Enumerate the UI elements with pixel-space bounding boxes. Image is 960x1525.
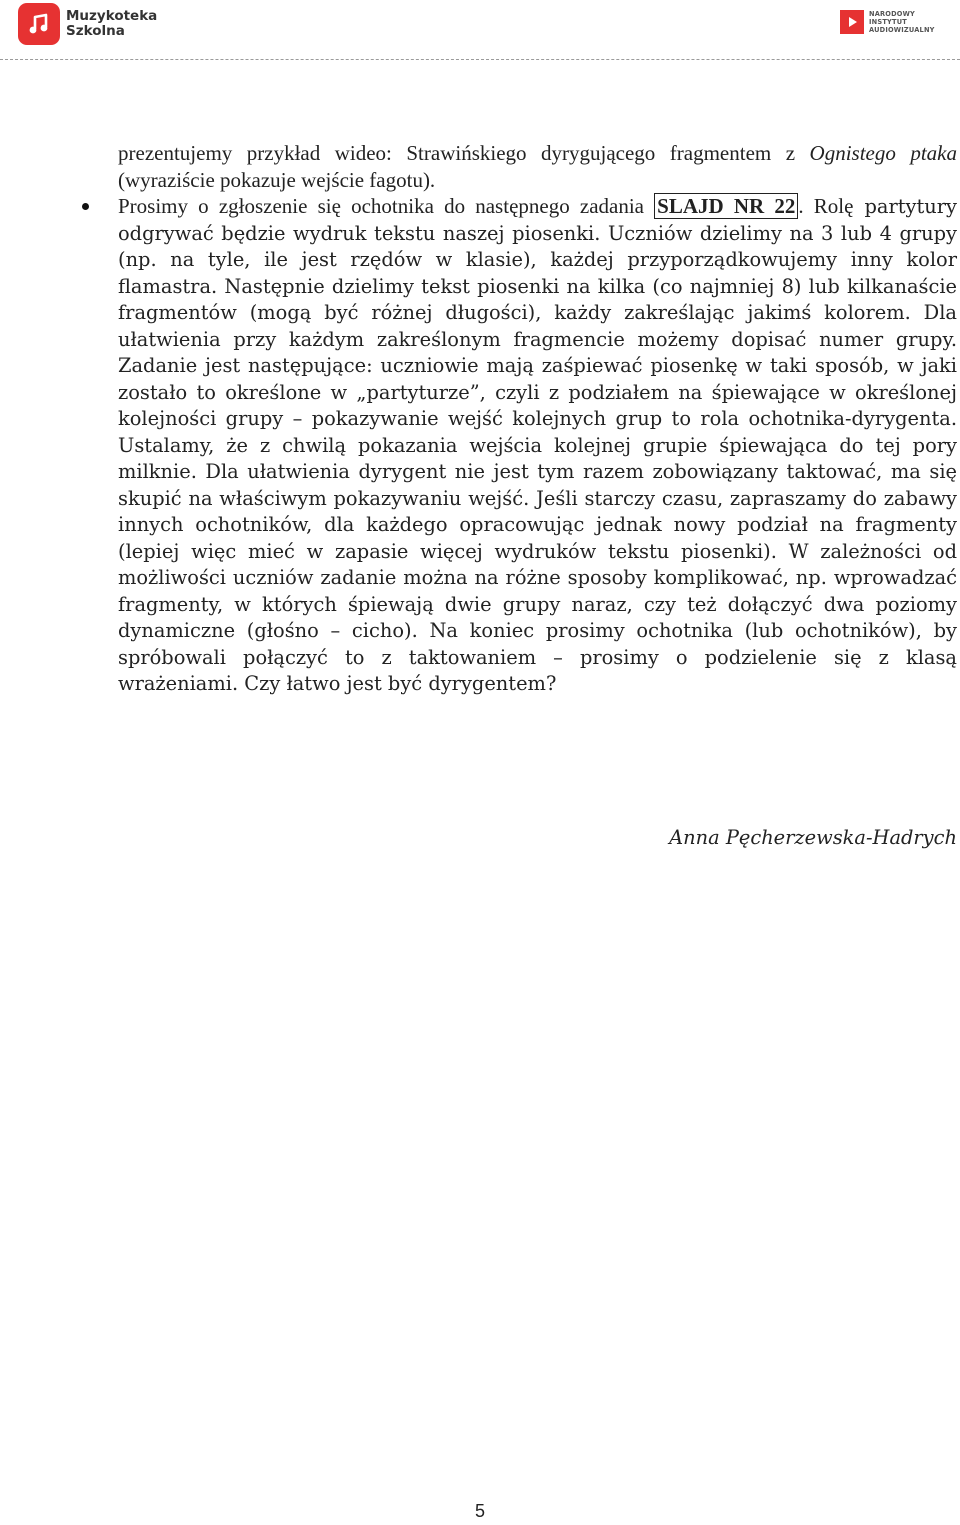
slide-label: SLAJD NR 22 xyxy=(654,193,798,219)
intro-text-1: prezentujemy przykład wideo: Strawińskiego dyrygującego fragmentem z xyxy=(118,141,810,165)
bullet-text-3: partytury odgrywać będzie wydruk tekstu naszej piosenki. Uczniów dzielimy na 3 lub 4 grupy (np. na tyle, ile jest rzędów w klasie), każdej przyporządkowujemy inny kolor flamastra. Następnie dzielimy tekst piosenki na kilka (co najmniej 8) lub kilkanaście fragmentów (mogą być różnej długości), każdy zakreślając jakimś kolorem. Dla ułatwienia przy każdym zakreślonym fragmencie możemy dopisać numer grupy. Zadanie jest następujące: uczniowie mają zaśpiewać piosenkę w taki sposób, w jaki zostało to określone w „partyturze”, czyli z podziałem na śpiewające w określonej kolejności grupy – pokazywanie wejść kolejnych grup to rola ochotnika-dyrygenta. Ustalamy, że z chwilą pokazania wejścia kolejnej grupie śpiewająca do tej pory milknie. Dla ułatwienia dyrygent nie jest tym razem zobowiązany taktować, ma się skupić na właściwym pokazywaniu wejść. Jeśli starczy czasu, zapraszamy do zabawy innych ochotników, dla każdego opracowując jednak nowy podział na fragmenty (lepiej więc mieć w zapasie więcej wydruków tekstu piosenki). W zależności od możliwości uczniów zadanie można na różne sposoby komplikować, np. wprowadzać fragmenty, w których śpiewają dwie grupy naraz, czy też dołączyć dwa poziomy dynamiczne (głośno – cicho). Na koniec prosimy ochotnika (lub ochotników), by spróbowali połączyć to z taktowaniem – prosimy o podzielenie się z klasą wrażeniami. Czy łatwo jest być dyrygentem? xyxy=(118,195,957,695)
nina-line-2: INSTYTUT xyxy=(869,18,907,26)
bullet-icon xyxy=(82,203,89,210)
paragraph-intro xyxy=(118,140,957,193)
play-icon xyxy=(840,10,864,34)
bullet-text-2: . Rolę xyxy=(798,194,854,218)
page-header xyxy=(0,0,960,60)
bullet-text-1: Prosimy o zgłoszenie się ochotnika do następnego zadania xyxy=(118,194,655,218)
page-number: 5 xyxy=(474,1501,485,1521)
muzykoteka-logo[interactable] xyxy=(18,3,157,45)
nina-logo[interactable] xyxy=(840,10,935,34)
logo-line-1: Muzykoteka xyxy=(66,8,158,24)
logo-line-2: Szkolna xyxy=(66,23,125,39)
logo-wordmark xyxy=(66,9,157,39)
nina-line-3: AUDIOWIZUALNY xyxy=(869,26,935,34)
main-text xyxy=(118,140,957,698)
bullet-item xyxy=(118,193,957,698)
intro-italic-title: Ognistego ptaka xyxy=(809,141,958,165)
author-signature: Anna Pęcherzewska-Hadrych xyxy=(669,826,957,849)
music-note-icon xyxy=(18,3,60,45)
header-divider xyxy=(0,59,960,60)
nina-line-1: NARODOWY xyxy=(869,10,916,18)
intro-text-2: (wyraziście pokazuje wejście fagotu). xyxy=(118,167,436,192)
nina-wordmark xyxy=(869,10,935,34)
